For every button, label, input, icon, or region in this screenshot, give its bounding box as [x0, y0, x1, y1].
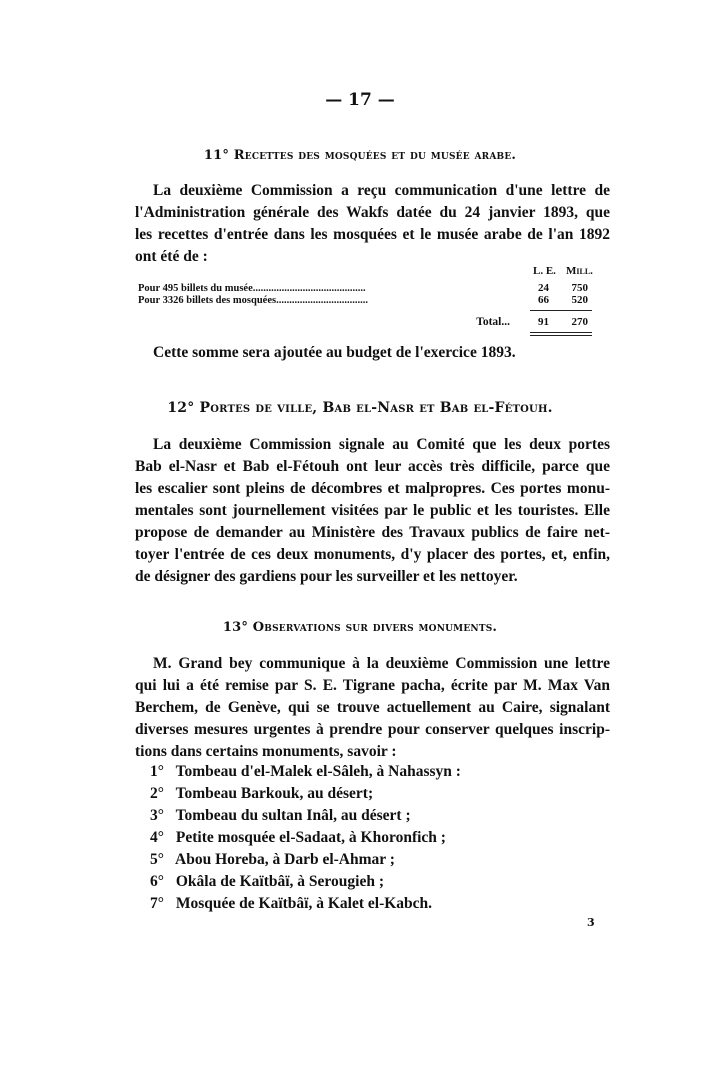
- monument-list-item: [150, 873, 384, 891]
- text-line: tions dans certains monuments, savoir :: [135, 743, 397, 760]
- text-line: La deuxième Commission signale au Comité que les deux portes: [153, 436, 610, 453]
- ledger-row-le: 66: [538, 294, 549, 306]
- section-number: 11°: [203, 148, 230, 163]
- column-header-le: L. E.: [533, 265, 556, 277]
- item-text: Abou Horeba, à Darb el-Ahmar ;: [175, 851, 395, 868]
- text-line: La deuxième Commission a reçu communication d'une lettre de: [153, 182, 610, 199]
- item-number: 5°: [150, 851, 164, 868]
- monument-list-item: [150, 785, 373, 803]
- text-line: mentales sont journellement visitées par le public et les touristes. Elle: [135, 502, 610, 519]
- total-rule-top: [530, 332, 592, 333]
- section-title: Recettes des mosquées et du musée arabe.: [233, 148, 517, 163]
- section-number: 12°: [167, 400, 195, 416]
- text-line: Berchem, de Genève, qui se trouve actuellement au Caire, signalant: [135, 699, 610, 716]
- item-text: Tombeau du sultan Inâl, au désert ;: [175, 807, 411, 824]
- column-header-mill: Mill.: [566, 265, 593, 277]
- section-number: 13°: [222, 620, 249, 635]
- page-number: — 17 —: [325, 90, 395, 110]
- item-number: 2°: [150, 785, 164, 802]
- monument-list-item: [150, 895, 432, 913]
- monument-list-item: [150, 807, 411, 825]
- total-mill: 270: [571, 316, 588, 328]
- section-13-heading: [0, 620, 720, 635]
- item-text: Okâla de Kaïtbâï, à Serougieh ;: [175, 873, 384, 890]
- ledger-row-mill: 750: [571, 282, 588, 294]
- text-line: propose de demander au Ministère des Travaux publics de faire net-: [135, 524, 610, 541]
- section-11-closing: [135, 342, 610, 364]
- item-text: Tombeau d'el-Malek el-Sâleh, à Nahassyn :: [175, 763, 461, 780]
- total-rule-bottom: [530, 335, 592, 336]
- monument-list-item: [150, 851, 395, 869]
- section-12-paragraph: [135, 434, 610, 588]
- signature-mark: 3: [587, 916, 595, 929]
- text-line: Cette somme sera ajoutée au budget de l'exercice 1893.: [153, 344, 516, 361]
- ledger-row-le: 24: [538, 282, 549, 294]
- item-number: 6°: [150, 873, 164, 890]
- ledger-row-label: Pour 3326 billets des mosquées...................................: [138, 295, 368, 306]
- item-number: 1°: [150, 763, 164, 780]
- section-title: Observations sur divers monuments.: [252, 620, 498, 635]
- text-line: les escalier sont pleins de décombres et malpropres. Ces portes monu-: [135, 480, 610, 497]
- section-13-paragraph: [135, 653, 610, 763]
- text-line: toyer l'entrée de ces deux monuments, d'y placer des portes, et, enfin,: [135, 546, 610, 563]
- ledger-row-label: Pour 495 billets du musée...........................................: [138, 283, 366, 294]
- item-number: 4°: [150, 829, 164, 846]
- text-line: qui lui a été remise par S. E. Tigrane pacha, écrite par M. Max Van: [135, 677, 610, 694]
- text-line: M. Grand bey communique à la deuxième Commission une lettre: [153, 655, 610, 672]
- monument-list-item: [150, 763, 461, 781]
- item-number: 7°: [150, 895, 164, 912]
- text-line: Bab el-Nasr et Bab el-Fétouh ont leur accès très difficile, parce que: [135, 458, 610, 475]
- text-line: les recettes d'entrée dans les mosquées et le musée arabe de l'an 1892: [135, 226, 610, 243]
- total-le: 91: [538, 316, 549, 328]
- text-line: de désigner des gardiens pour les surveiller et les nettoyer.: [135, 568, 518, 585]
- text-line: l'Administration générale des Wakfs datée du 24 janvier 1893, que: [135, 204, 610, 221]
- total-label: Total...: [476, 316, 510, 328]
- item-text: Petite mosquée el-Sadaat, à Khoronfich ;: [175, 829, 446, 846]
- section-11-paragraph: [135, 180, 610, 268]
- subtotal-rule: [530, 310, 592, 311]
- section-title: Portes de ville, Bab el-Nasr et Bab el-Fétouh.: [199, 400, 553, 416]
- section-11-heading: [0, 148, 720, 163]
- section-12-heading: [0, 400, 720, 416]
- monument-list-item: [150, 829, 446, 847]
- item-text: Tombeau Barkouk, au désert;: [175, 785, 374, 802]
- ledger-row-mill: 520: [571, 294, 588, 306]
- text-line: diverses mesures urgentes à prendre pour conserver quelques inscrip-: [135, 721, 610, 738]
- text-line: ont été de :: [135, 248, 208, 265]
- item-text: Mosquée de Kaïtbâï, à Kalet el-Kabch.: [175, 895, 433, 912]
- item-number: 3°: [150, 807, 164, 824]
